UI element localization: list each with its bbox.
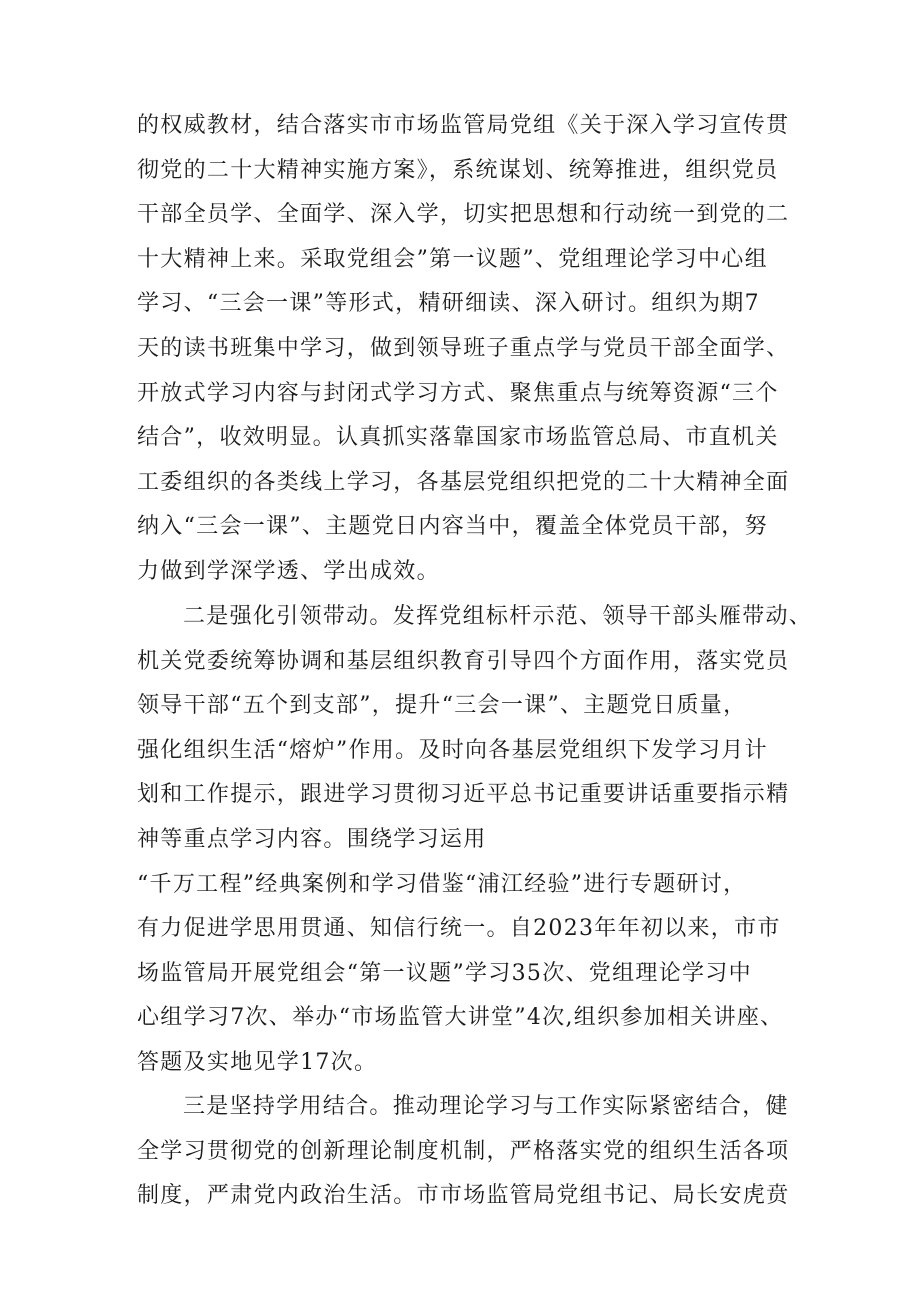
paragraph-line: 神等重点学习内容。围绕学习运用 <box>137 826 487 852</box>
paragraph-line: 的权威教材，结合落实市市场监管局党组《关于深入学习宣传贯 <box>137 113 790 138</box>
paragraph-line: 结合”，收效明显。认真抓实落靠国家市场监管总局、市直机关 <box>137 425 779 451</box>
paragraph-line: 工委组织的各类线上学习，各基层党组织把党的二十大精神全面 <box>137 469 790 495</box>
paragraph-line: 制度，严肃党内政治生活。市市场监管局党组书记、局长安虎贲 <box>137 1183 790 1209</box>
paragraph-line: 干部全员学、全面学、深入学，切实把思想和行动统一到党的二 <box>137 202 790 228</box>
paragraph-line: 领导干部“五个到支部”，提升“三会一课”、主题党日质量， <box>137 693 747 719</box>
paragraph-2 <box>137 595 813 1086</box>
paragraph-3 <box>137 1085 797 1219</box>
paragraph-line: 场监管局开展党组会“第一议题”学习35次、党组理论学习中 <box>137 960 752 986</box>
paragraph-line: 全学习贯彻党的创新理论制度机制，严格落实党的组织生活各项 <box>137 1138 790 1164</box>
paragraph-line: 力做到学深学透、学出成效。 <box>137 558 440 584</box>
paragraph-line: 二是强化引领带动。发挥党组标杆示范、领导干部头雁带动、 <box>183 604 813 629</box>
paragraph-line: 机关党委统筹协调和基层组织教育引导四个方面作用，落实党员 <box>137 648 790 674</box>
paragraph-line: 学习、“三会一课”等形式，精研细读、深入研讨。组织为期7 <box>137 291 760 317</box>
paragraph-line: 纳入“三会一课”、主题党日内容当中，覆盖全体党员干部，努 <box>137 514 768 540</box>
paragraph-line: 十大精神上来。采取党组会”第一议题”、党组理论学习中心组 <box>137 246 768 272</box>
paragraph-line: 划和工作提示，跟进学习贯彻习近平总书记重要讲话重要指示精 <box>137 782 790 808</box>
paragraph-line: 彻党的二十大精神实施方案》，系统谋划、统筹推进，组织党员 <box>137 157 779 183</box>
paragraph-line: 天的读书班集中学习，做到领导班子重点学与党员干部全面学、 <box>137 335 790 361</box>
paragraph-line: “千万工程”经典案例和学习借鉴“浦江经验”进行专题研讨， <box>137 871 747 897</box>
paragraph-line: 答题及实地见学17次。 <box>137 1049 378 1075</box>
paragraph-line: 心组学习7次、举办“市场监管大讲堂”4次,组织参加相关讲座、 <box>137 1005 784 1031</box>
paragraph-line: 有力促进学思用贯通、知信行统一。自2023年年初以来，市市 <box>137 916 781 942</box>
paragraph-1 <box>137 104 797 595</box>
paragraph-line: 三是坚持学用结合。推动理论学习与工作实际紧密结合，健 <box>183 1094 789 1119</box>
paragraph-line: 开放式学习内容与封闭式学习方式、聚焦重点与统筹资源“三个 <box>137 380 779 406</box>
paragraph-line: 强化组织生活“熔炉”作用。及时向各基层党组织下发学习月计 <box>137 737 768 763</box>
